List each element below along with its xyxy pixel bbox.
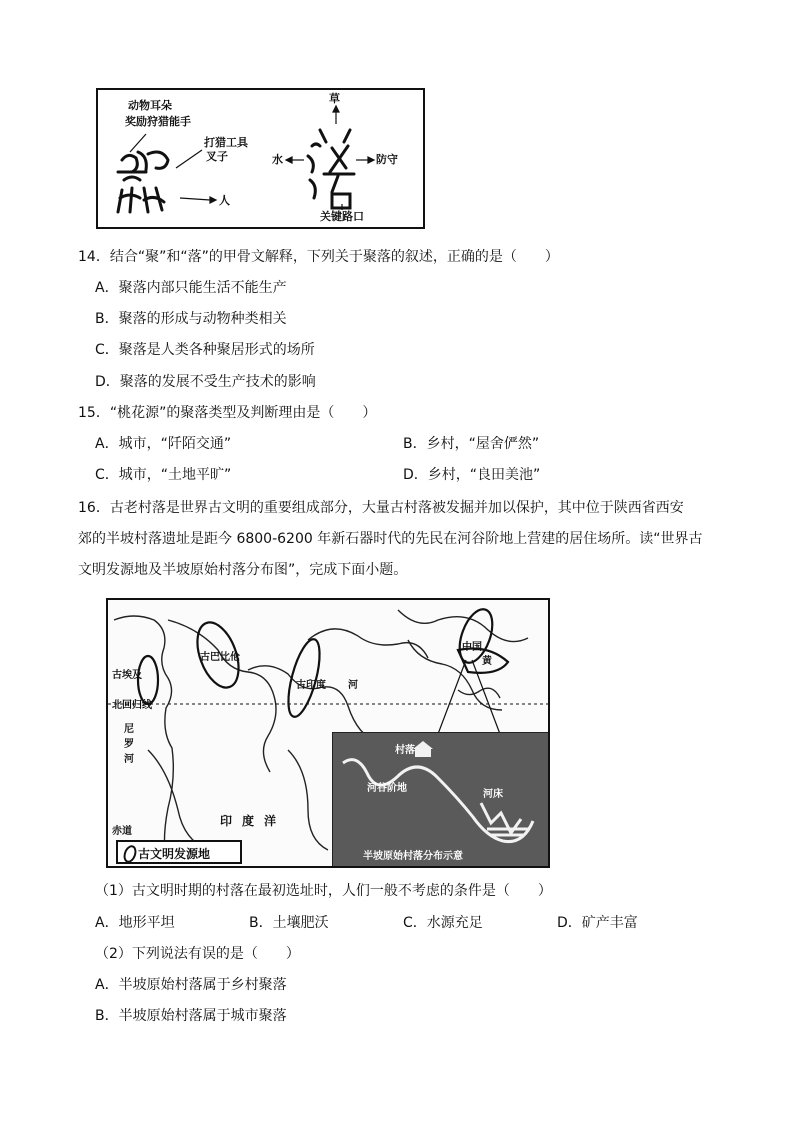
map-label-equator: 赤道	[112, 826, 132, 837]
question-15-stem: 15．“桃花源”的聚落类型及判断理由是（ ）	[78, 405, 377, 421]
label-water: 水	[272, 153, 283, 166]
subquestion-2-option-a: A．半坡原始村落属于乡村聚落	[95, 977, 287, 993]
label-person: 人	[219, 194, 230, 207]
inset-title: 半坡原始村落分布示意	[363, 851, 463, 862]
label-fork: 叉子	[206, 150, 228, 163]
label-crossroad: 关键路口	[320, 210, 364, 223]
question-14-stem: 14．结合“聚”和“落”的甲骨文解释，下列关于聚落的叙述，正确的是（ ）	[78, 249, 559, 265]
legend-label: 古文明发源地	[138, 847, 211, 861]
banpo-inset	[332, 732, 550, 868]
subquestion-1-stem: （1）古文明时期的村落在最初选址时，人们一般不考虑的条件是（ ）	[95, 883, 552, 899]
inset-label-terrace: 河谷阶地	[367, 783, 407, 794]
question-16-line-3: 文明发源地及半坡原始村落分布图”，完成下面小题。	[78, 562, 408, 578]
map-label-river: 河	[348, 680, 358, 691]
civilization-map	[106, 598, 550, 868]
map-label-ancient-egypt: 古埃及	[112, 670, 142, 681]
subquestion-1-option-b: B．土壤肥沃	[249, 915, 329, 931]
question-14-option-d: D．聚落的发展不受生产技术的影响	[95, 374, 316, 390]
oracle-bone-figure	[96, 88, 425, 229]
label-tool: 打猎工具	[204, 136, 248, 149]
civilization-outline-icon	[121, 843, 138, 864]
map-label-ancient-india: 古印度	[296, 680, 326, 691]
map-label-china: 中国	[462, 642, 482, 653]
subquestion-1-option-c: C．水源充足	[403, 915, 483, 931]
label-defense: 防守	[376, 153, 398, 166]
question-15-option-b: B．乡村，“屋舍俨然”	[403, 436, 540, 452]
subquestion-1-option-a: A．地形平坦	[95, 915, 175, 931]
label-grass: 草	[329, 92, 340, 105]
subquestion-2-option-b: B．半坡原始村落属于城市聚落	[95, 1008, 287, 1024]
map-label-babylon: 古巴比伦	[200, 652, 240, 663]
question-15-option-a: A．城市，“阡陌交通”	[95, 436, 232, 452]
subquestion-1-option-d: D．矿产丰富	[557, 915, 638, 931]
question-14-option-a: A．聚落内部只能生活不能生产	[95, 280, 287, 296]
question-15-option-d: D．乡村，“良田美池”	[403, 467, 541, 483]
map-label-tropic: 北回归线	[112, 700, 152, 711]
question-16-line-2: 郊的半坡村落遗址是距今 6800-6200 年新石器时代的先民在河谷阶地上营建的居住场所。读“世界古	[78, 531, 703, 547]
question-14-option-b: B．聚落的形成与动物种类相关	[95, 311, 287, 327]
subquestion-2-stem: （2）下列说法有误的是（ ）	[95, 946, 300, 962]
question-14-option-c: C．聚落是人类各种聚居形式的场所	[95, 342, 315, 358]
inset-label-village: 村落	[395, 745, 415, 756]
label-reward: 奖励狩猎能手	[125, 115, 191, 128]
question-16-line-1: 16．古老村落是世界古文明的重要组成部分，大量古村落被发掘并加以保护，其中位于陕西省西安	[78, 500, 684, 516]
map-legend	[116, 840, 242, 864]
map-label-indian-ocean: 印度洋	[220, 814, 287, 828]
inset-label-riverbed: 河床	[483, 789, 503, 800]
question-15-option-c: C．城市，“土地平旷”	[95, 467, 232, 483]
map-label-huang: 黄	[482, 656, 492, 667]
map-label-nile: 尼罗河	[124, 724, 134, 765]
label-animal-ear: 动物耳朵	[128, 99, 172, 112]
